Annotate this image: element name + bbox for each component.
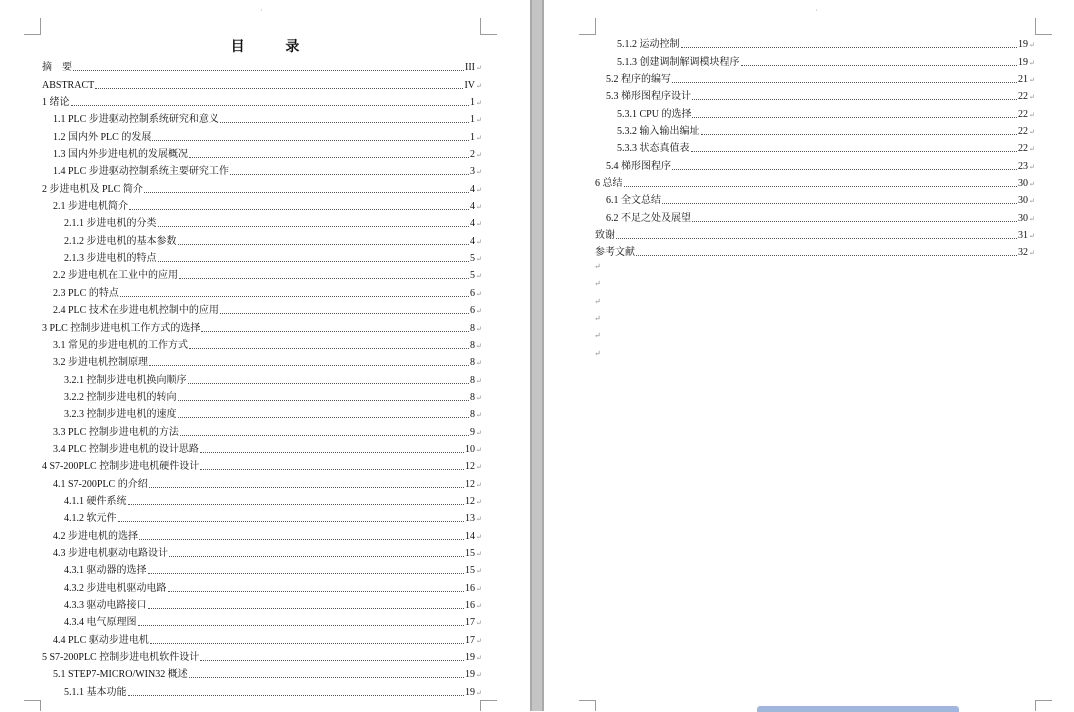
toc-entry-label: 2.1.3 步进电机的特点 (64, 253, 157, 265)
paragraph-mark: ↵ (476, 99, 482, 108)
toc-entry[interactable] (42, 248, 482, 265)
toc-entry-label: 5.3.3 状态真值表 (617, 143, 690, 155)
toc-entry[interactable] (595, 225, 1035, 242)
toc-entry-page: 1 (470, 114, 475, 126)
toc-entry-page: 12 (465, 478, 475, 490)
toc-leader-dots (169, 556, 464, 557)
toc-entry-page: 19 (1018, 39, 1028, 51)
toc-entry-page: 8 (470, 322, 475, 334)
toc-entry-label: 2.1.1 步进电机的分类 (64, 218, 157, 230)
paragraph-mark: ↵ (476, 289, 482, 298)
toc-entry-label: 4.3.3 驱动电路接口 (64, 600, 147, 611)
toc-entry-label: 5.3.2 输入输出编址 (617, 126, 700, 138)
paragraph-mark: ↵ (476, 237, 482, 246)
paragraph-mark: ↵ (476, 619, 482, 628)
toc-leader-dots (189, 677, 464, 678)
toc-leader-dots (189, 348, 469, 349)
toc-leader-dots (158, 261, 470, 262)
toc-entry-page: 13 (465, 513, 475, 525)
paragraph-mark: ↵ (476, 411, 482, 420)
toc-entry[interactable] (42, 282, 482, 299)
toc-entry[interactable] (42, 317, 482, 334)
toc-leader-dots (178, 244, 470, 245)
crop-mark (24, 18, 41, 35)
toc-entry[interactable] (42, 213, 482, 230)
paragraph-mark: ↵ (476, 307, 482, 316)
paragraph-mark: ↵ (476, 116, 482, 125)
toc-leader-dots (230, 174, 469, 175)
toc-entry[interactable] (42, 92, 482, 109)
toc-entry[interactable] (42, 178, 482, 195)
toc-entry-label: 2.2 步进电机在工业中的应用 (53, 270, 178, 282)
toc-leader-dots (636, 255, 1017, 256)
toc-entry-label: 2.4 PLC 技术在步进电机控制中的应用 (53, 305, 219, 317)
paragraph-mark: ↵ (476, 549, 482, 558)
paragraph-mark: ↵ (1029, 76, 1035, 85)
paragraph-mark: ↵ (476, 185, 482, 194)
toc-entry-label: 6.1 全文总结 (606, 195, 661, 207)
toc-leader-dots (144, 192, 469, 193)
toc-entry-label: 4.1.2 软元件 (64, 513, 117, 525)
toc-leader-dots (139, 539, 464, 540)
toc-leader-dots (616, 238, 1017, 239)
toc-entry-page: 22 (1018, 108, 1028, 120)
toc-entry-label: 1.3 国内外步进电机的发展概况 (53, 149, 188, 161)
toc-entry[interactable] (42, 612, 482, 629)
toc-leader-dots (120, 296, 469, 297)
toc-entry[interactable] (42, 647, 482, 664)
toc-entry-label: 2 步进电机及 PLC 简介 (42, 183, 143, 195)
page-title: 目 录 (230, 39, 318, 55)
paragraph-mark: ↵ (1029, 232, 1035, 241)
toc-entry-page: 4 (470, 183, 475, 195)
toc-list-right (595, 34, 1035, 259)
paragraph-mark: ↵ (476, 255, 482, 264)
paragraph-mark: ↵ (1029, 180, 1035, 189)
toc-entry[interactable] (42, 421, 482, 438)
toc-leader-dots (701, 134, 1018, 135)
toc-entry[interactable] (595, 138, 1035, 155)
toc-entry-page: 16 (465, 600, 475, 611)
paragraph-mark: ↵ (476, 341, 482, 350)
toc-leader-dots (148, 608, 465, 609)
paragraph-mark: ↵ (476, 480, 482, 489)
toc-leader-dots (128, 695, 465, 696)
toc-entry-page: 32 (1018, 247, 1028, 259)
toc-entry-page: 8 (470, 374, 475, 386)
toc-leader-dots (200, 469, 464, 470)
paragraph-mark: ↵ (476, 567, 482, 576)
toc-entry[interactable] (42, 196, 482, 213)
paragraph-mark: ↵ (476, 81, 482, 90)
crop-mark (480, 18, 497, 35)
paragraph-mark: ↵ (476, 203, 482, 212)
toc-leader-dots (71, 105, 470, 106)
toc-entry-label: 5.1.3 创建调制解调模块程序 (617, 56, 740, 68)
toc-leader-dots (741, 65, 1018, 66)
paragraph-mark: ↵ (476, 602, 482, 610)
toc-entry-page: 1 (470, 97, 475, 109)
paragraph-mark: ↵ (476, 497, 482, 506)
toc-entry[interactable] (595, 121, 1035, 138)
toc-entry[interactable] (595, 51, 1035, 68)
toc-entry[interactable] (595, 155, 1035, 172)
toc-entry-label: 5.3 梯形图程序设计 (606, 91, 691, 103)
toc-leader-dots (662, 203, 1017, 204)
toc-entry-page: 30 (1018, 212, 1028, 224)
paragraph-mark: ↵ (1029, 214, 1035, 223)
toc-entry-label: 4.3.1 驱动器的选择 (64, 565, 147, 577)
toc-entry-page: 16 (465, 582, 475, 594)
toc-entry-label: 1.1 PLC 步进驱动控制系统研究和意义 (53, 114, 219, 126)
scrollbar-thumb[interactable] (757, 706, 959, 712)
toc-entry-page: 23 (1018, 160, 1028, 172)
toc-entry-label: 3.4 PLC 控制步进电机的设计思路 (53, 443, 199, 455)
toc-entry-page: 15 (465, 547, 475, 559)
toc-entry-label: 4.2 步进电机的选择 (53, 530, 138, 542)
toc-leader-dots (158, 226, 470, 227)
paragraph-marks: ↵ ↵ ↵ ↵ ↵ ↵ (594, 262, 601, 358)
toc-entry-label: 3.2.2 控制步进电机的转向 (64, 391, 177, 403)
toc-entry[interactable] (595, 69, 1035, 86)
toc-entry-label: 5 S7-200PLC 控制步进电机软件设计 (42, 652, 200, 664)
toc-leader-dots (150, 643, 464, 644)
toc-entry-page: 8 (470, 339, 475, 351)
toc-entry[interactable] (42, 74, 482, 91)
paragraph-mark: ↵ (476, 654, 482, 663)
paragraph-mark: ↵ (476, 584, 482, 593)
toc-entry-page: 6 (470, 305, 475, 317)
paragraph-mark: ↵ (476, 532, 482, 541)
toc-entry[interactable] (42, 664, 482, 681)
toc-entry[interactable] (42, 387, 482, 404)
toc-entry-label: 5.1.2 运动控制 (617, 39, 680, 51)
toc-entry-page: 12 (465, 461, 475, 473)
toc-leader-dots (189, 157, 469, 158)
toc-entry-label: 2.3 PLC 的特点 (53, 287, 119, 299)
toc-entry[interactable] (42, 161, 482, 178)
toc-leader-dots (692, 221, 1017, 222)
paragraph-mark: ↵ (1029, 58, 1035, 67)
toc-entry-label: 3.2.3 控制步进电机的速度 (64, 409, 177, 421)
toc-entry-label: 4.1.1 硬件系统 (64, 495, 127, 507)
paragraph-mark: ↵ (476, 463, 482, 472)
toc-entry-label: 5.3.1 CPU 的选择 (617, 108, 692, 120)
toc-entry-page: 10 (465, 443, 475, 455)
toc-leader-dots (178, 417, 470, 418)
toc-entry-label: 6 总结 (595, 178, 623, 190)
paragraph-mark: ↵ (476, 445, 482, 454)
toc-entry[interactable] (42, 456, 482, 473)
toc-entry-page: 3 (470, 166, 475, 178)
toc-leader-dots (118, 521, 465, 522)
toc-entry-page: 4 (470, 235, 475, 247)
toc-leader-dots (168, 591, 465, 592)
crop-mark (24, 700, 41, 711)
toc-entry[interactable] (595, 86, 1035, 103)
toc-entry[interactable] (595, 242, 1035, 259)
toc-entry-page: 6 (470, 287, 475, 299)
toc-entry-label: 4 S7-200PLC 控制步进电机硬件设计 (42, 461, 200, 473)
toc-entry-page: 17 (465, 617, 475, 629)
paragraph-mark: ↵ (1029, 197, 1035, 206)
paragraph-mark: ↵ (1029, 93, 1035, 102)
toc-entry[interactable] (595, 34, 1035, 51)
toc-leader-dots (188, 383, 470, 384)
page-gutter (530, 0, 544, 711)
header-mark: ˙ (815, 8, 818, 17)
toc-entry-label: 3.3 PLC 控制步进电机的方法 (53, 426, 179, 438)
toc-entry-label: 3.2 步进电机控制原理 (53, 357, 148, 369)
crop-mark (1035, 18, 1052, 35)
toc-entry[interactable] (595, 173, 1035, 190)
toc-leader-dots (200, 660, 464, 661)
toc-entry[interactable] (595, 103, 1035, 120)
toc-entry-label: 4.3.4 电气原理图 (64, 617, 137, 629)
toc-leader-dots (201, 331, 469, 332)
crop-mark (579, 700, 596, 711)
toc-entry-label: 4.1 S7-200PLC 的介绍 (53, 478, 148, 490)
toc-entry-label: 5.2 程序的编写 (606, 74, 671, 86)
paragraph-mark: ↵ (476, 64, 482, 73)
toc-entry-page: 5 (470, 270, 475, 282)
toc-entry-label: 3.1 常见的步进电机的工作方式 (53, 339, 188, 351)
toc-leader-dots (148, 573, 465, 574)
toc-entry-label: 参考文献 (595, 247, 635, 259)
toc-entry-page: 2 (470, 149, 475, 161)
toc-leader-dots (178, 400, 470, 401)
toc-leader-dots (220, 122, 469, 123)
toc-entry-page: III (465, 62, 475, 74)
toc-entry-page: 19 (1018, 56, 1028, 68)
paragraph-mark: ↵ (476, 359, 482, 368)
toc-entry-page: 30 (1018, 195, 1028, 207)
paragraph-mark: ↵ (1029, 41, 1035, 50)
toc-leader-dots (681, 47, 1018, 48)
toc-entry[interactable] (42, 525, 482, 542)
paragraph-mark: ↵ (1029, 145, 1035, 154)
toc-leader-dots (149, 365, 469, 366)
crop-mark (1035, 700, 1052, 711)
toc-entry[interactable] (42, 404, 482, 421)
toc-entry-label: 4.3.2 步进电机驱动电路 (64, 582, 167, 594)
toc-entry[interactable] (42, 265, 482, 282)
toc-entry-label: 1.2 国内外 PLC 的发展 (53, 131, 152, 143)
toc-entry-page: 22 (1018, 143, 1028, 155)
toc-entry-page: 4 (470, 201, 475, 213)
toc-entry[interactable] (42, 491, 482, 508)
toc-entry-page: 15 (465, 565, 475, 577)
toc-entry-label: 2.1.2 步进电机的基本参数 (64, 235, 177, 247)
toc-entry[interactable] (42, 57, 482, 74)
toc-entry[interactable] (42, 577, 482, 594)
paragraph-mark: ↵ (476, 671, 482, 680)
toc-leader-dots (624, 186, 1018, 187)
paragraph-mark: ↵ (476, 324, 482, 333)
toc-entry[interactable] (595, 207, 1035, 224)
toc-entry-page: 4 (470, 218, 475, 230)
paragraph-mark: ↵ (476, 393, 482, 402)
toc-leader-dots (129, 209, 469, 210)
toc-leader-dots (692, 117, 1017, 118)
paragraph-mark: ↵ (476, 515, 482, 524)
paragraph-mark: ↵ (1029, 249, 1035, 258)
toc-entry[interactable] (42, 560, 482, 577)
toc-entry-page: 19 (465, 686, 475, 698)
paragraph-mark: ↵ (476, 220, 482, 229)
toc-entry[interactable] (42, 508, 482, 525)
toc-list-left (42, 57, 482, 699)
paragraph-mark: ↵ (476, 151, 482, 160)
toc-entry[interactable] (42, 681, 482, 698)
toc-entry[interactable] (42, 144, 482, 161)
paragraph-mark: ↵ (476, 688, 482, 697)
toc-leader-dots (95, 88, 463, 89)
toc-entry-page: 31 (1018, 230, 1028, 242)
toc-entry-label: 1.4 PLC 步进驱动控制系统主要研究工作 (53, 166, 229, 178)
toc-entry-page: 30 (1018, 178, 1028, 190)
toc-entry[interactable] (42, 543, 482, 560)
toc-entry[interactable] (42, 369, 482, 386)
paragraph-mark: ↵ (1029, 110, 1035, 119)
toc-entry-label: 6.2 不足之处及展望 (606, 212, 691, 224)
toc-entry-label: 5.1.1 基本功能 (64, 686, 127, 698)
paragraph-mark: ↵ (476, 376, 482, 385)
toc-entry-label: 致谢 (595, 230, 615, 242)
toc-entry[interactable] (595, 190, 1035, 207)
toc-leader-dots (672, 169, 1017, 170)
paragraph-mark: ↵ (476, 428, 482, 437)
toc-entry-page: 5 (470, 253, 475, 265)
paragraph-mark: ↵ (476, 636, 482, 645)
paragraph-mark: ↵ (1029, 162, 1035, 171)
paragraph-mark: ↵ (476, 272, 482, 281)
toc-leader-dots (179, 278, 469, 279)
document-page-left (0, 0, 530, 711)
toc-leader-dots (128, 504, 465, 505)
crop-mark (480, 700, 497, 711)
toc-entry-label: 5.1 STEP7-MICRO/WIN32 概述 (53, 669, 188, 681)
toc-leader-dots (149, 487, 464, 488)
toc-entry-label: ABSTRACT (42, 79, 95, 91)
paragraph-mark: ↵ (476, 133, 482, 142)
toc-entry[interactable] (42, 335, 482, 352)
toc-entry[interactable] (42, 300, 482, 317)
toc-leader-dots (220, 313, 469, 314)
toc-entry-page: 9 (470, 426, 475, 438)
toc-entry[interactable] (42, 439, 482, 456)
paragraph-mark: ↵ (476, 168, 482, 177)
toc-entry-label: 3 PLC 控制步进电机工作方式的选择 (42, 322, 201, 334)
toc-entry-page: 19 (465, 652, 475, 664)
toc-entry-label: 摘 要 (42, 62, 72, 74)
toc-leader-dots (692, 99, 1017, 100)
toc-entry-label: 2.1 步进电机简介 (53, 201, 128, 213)
toc-leader-dots (200, 452, 464, 453)
toc-entry-page: 17 (465, 634, 475, 646)
toc-entry-page: 21 (1018, 74, 1028, 86)
toc-entry[interactable] (42, 629, 482, 646)
toc-entry-label: 3.2.1 控制步进电机换向顺序 (64, 374, 187, 386)
header-mark: ˙ (260, 8, 263, 17)
paragraph-mark: ↵ (1029, 128, 1035, 137)
toc-entry-page: 8 (470, 391, 475, 403)
toc-entry-page: 8 (470, 409, 475, 421)
toc-entry-page: 8 (470, 357, 475, 369)
toc-leader-dots (73, 70, 464, 71)
toc-entry[interactable] (42, 109, 482, 126)
toc-entry-label: 5.4 梯形图程序 (606, 160, 671, 172)
toc-entry-page: 1 (470, 131, 475, 143)
toc-entry-page: 22 (1018, 126, 1028, 138)
toc-entry-label: 4.3 步进电机驱动电路设计 (53, 547, 168, 559)
toc-entry[interactable] (42, 126, 482, 143)
toc-leader-dots (138, 625, 465, 626)
toc-entry-label: 4.4 PLC 驱动步进电机 (53, 634, 149, 646)
toc-entry-page: 22 (1018, 91, 1028, 103)
toc-entry-page: 12 (465, 495, 475, 507)
toc-entry-label: 1 绪论 (42, 97, 70, 109)
toc-entry-page: 19 (465, 669, 475, 681)
toc-entry-page: IV (464, 79, 475, 91)
toc-entry[interactable] (42, 473, 482, 490)
toc-entry[interactable] (42, 595, 482, 612)
toc-leader-dots (691, 151, 1018, 152)
toc-entry[interactable] (42, 230, 482, 247)
toc-leader-dots (672, 82, 1017, 83)
toc-entry[interactable] (42, 352, 482, 369)
toc-leader-dots (152, 140, 469, 141)
toc-entry-page: 14 (465, 530, 475, 542)
crop-mark (579, 18, 596, 35)
toc-leader-dots (180, 435, 469, 436)
